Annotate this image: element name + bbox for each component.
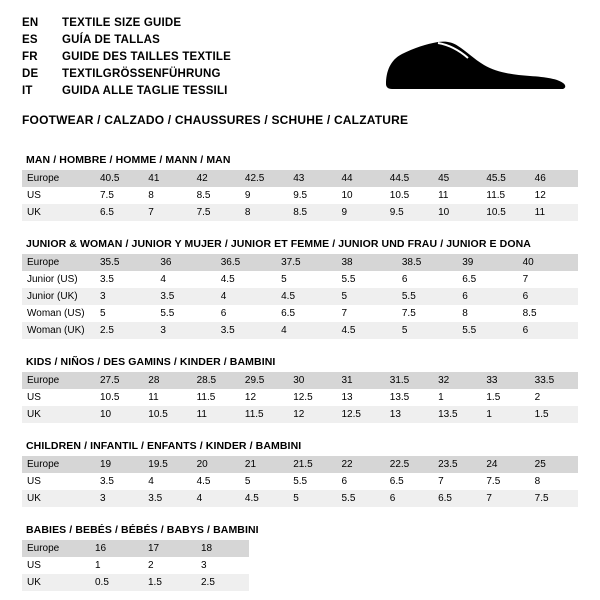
- cell: 7.5: [100, 190, 114, 201]
- cell: 3: [201, 560, 207, 571]
- language-code: FR: [22, 51, 38, 63]
- cell: 9: [244, 190, 251, 201]
- table-row: [22, 271, 578, 288]
- cell: 11: [530, 204, 578, 221]
- cell: 8: [148, 190, 154, 201]
- cell: 40.5: [95, 170, 143, 187]
- cell: 10.5: [143, 406, 191, 423]
- size-table-man: [22, 170, 578, 221]
- table-row: [22, 322, 578, 339]
- cell: 10: [433, 204, 481, 221]
- row-label: UK: [22, 490, 95, 507]
- table-row: [22, 574, 578, 591]
- cell: 11: [148, 392, 159, 403]
- language-title: TEXTILE SIZE GUIDE: [62, 17, 182, 29]
- row-label: Europe: [22, 456, 95, 473]
- cell: 46: [530, 170, 578, 187]
- cell: 8.5: [196, 190, 211, 201]
- table-row: [22, 204, 578, 221]
- cell: 11: [438, 190, 449, 201]
- cell: 2.5: [196, 574, 249, 591]
- cell: 7.5: [486, 476, 501, 487]
- cell: 18: [196, 540, 249, 557]
- table-row: [22, 288, 578, 305]
- cell: 30: [288, 372, 336, 389]
- row-label: US: [27, 476, 41, 487]
- size-table-junior-woman: [22, 254, 578, 339]
- cell: 22.5: [385, 456, 433, 473]
- cell-spacer: [249, 574, 578, 591]
- cell: 11.5: [196, 392, 216, 403]
- row-label: US: [27, 560, 41, 571]
- table-row: [22, 406, 578, 423]
- cell: 6.5: [462, 274, 477, 285]
- cell: 8: [240, 204, 288, 221]
- cell: 13: [341, 392, 353, 403]
- size-table-kids: [22, 372, 578, 423]
- language-title: GUÍA DE TALLAS: [62, 34, 160, 46]
- cell: 11.5: [486, 190, 506, 201]
- section-junior-woman: [22, 238, 578, 339]
- cell: 43: [288, 170, 336, 187]
- language-code: IT: [22, 85, 33, 97]
- cell: 35.5: [95, 254, 155, 271]
- row-label: US: [27, 392, 41, 403]
- cell: 32: [433, 372, 481, 389]
- language-row: [22, 16, 231, 33]
- cell: 4: [216, 288, 276, 305]
- section-title: JUNIOR & WOMAN / JUNIOR Y MUJER / JUNIOR ET FEMME / JUNIOR UND FRAU / JUNIOR E DONA: [26, 238, 531, 250]
- cell: 5: [100, 308, 106, 319]
- cell: 1.5: [486, 392, 501, 403]
- section-man: [22, 154, 578, 221]
- cell: 7.5: [192, 204, 240, 221]
- cell: 28: [143, 372, 191, 389]
- cell: 45.5: [481, 170, 529, 187]
- cell: 9: [336, 204, 384, 221]
- cell: 13.5: [389, 392, 410, 403]
- cell: 41: [143, 170, 191, 187]
- category-line: FOOTWEAR / CALZADO / CHAUSSURES / SCHUHE / CALZATURE: [22, 113, 409, 127]
- cell: 4.5: [240, 490, 288, 507]
- cell: 19.5: [143, 456, 191, 473]
- row-label: Woman (US): [27, 308, 85, 319]
- cell: 1: [95, 560, 101, 571]
- cell: 7.5: [401, 308, 416, 319]
- row-label: Junior (US): [27, 274, 78, 285]
- cell: 6: [518, 288, 578, 305]
- cell: 5.5: [336, 490, 384, 507]
- cell: 5: [281, 274, 287, 285]
- language-title-list: [22, 16, 231, 101]
- row-label: US: [27, 190, 41, 201]
- size-table-children: [22, 456, 578, 507]
- cell: 5.5: [457, 322, 517, 339]
- cell: 38.5: [397, 254, 457, 271]
- cell: 6: [457, 288, 517, 305]
- table-row: [22, 305, 578, 322]
- cell: 5: [397, 322, 457, 339]
- cell: 7: [522, 274, 529, 285]
- cell: 29.5: [240, 372, 288, 389]
- cell: 23.5: [433, 456, 481, 473]
- cell: 4: [148, 476, 154, 487]
- table-row: [22, 187, 578, 204]
- table-row: [22, 473, 578, 490]
- cell: 6: [385, 490, 433, 507]
- cell: 8.5: [288, 204, 336, 221]
- row-label: UK: [22, 574, 90, 591]
- row-label: Junior (UK): [22, 288, 95, 305]
- cell: 6.5: [281, 308, 296, 319]
- cell: 7: [341, 308, 348, 319]
- cell: 27.5: [95, 372, 143, 389]
- cell-spacer: [249, 540, 578, 557]
- cell: 8.5: [522, 308, 537, 319]
- cell: 6.5: [433, 490, 481, 507]
- cell: 4: [276, 322, 336, 339]
- cell: 1: [438, 392, 444, 403]
- cell-spacer: [249, 557, 578, 574]
- cell: 5.5: [397, 288, 457, 305]
- table-row: [22, 254, 578, 271]
- cell: 1.5: [143, 574, 196, 591]
- cell: 9.5: [385, 204, 433, 221]
- cell: 40: [518, 254, 578, 271]
- cell: 4.5: [337, 322, 397, 339]
- cell: 3: [95, 490, 143, 507]
- cell: 24: [481, 456, 529, 473]
- section-children: [22, 440, 578, 507]
- table-row: [22, 170, 578, 187]
- cell: 10.5: [481, 204, 529, 221]
- cell: 8: [534, 476, 541, 487]
- row-label: Europe: [22, 170, 95, 187]
- row-label: Woman (UK): [22, 322, 95, 339]
- cell: 17: [143, 540, 196, 557]
- row-label: Europe: [22, 540, 90, 557]
- cell: 3: [95, 288, 155, 305]
- cell: 12.5: [336, 406, 384, 423]
- cell: 44.5: [385, 170, 433, 187]
- cell: 10.5: [100, 392, 120, 403]
- language-row: [22, 67, 231, 84]
- cell: 7: [438, 476, 444, 487]
- cell: 2: [148, 560, 154, 571]
- row-label: Europe: [22, 254, 95, 271]
- cell: 11.5: [240, 406, 288, 423]
- cell: 6: [220, 308, 227, 319]
- cell: 2.5: [95, 322, 155, 339]
- language-code: ES: [22, 34, 38, 46]
- cell: 13.5: [433, 406, 481, 423]
- section-title: KIDS / NIÑOS / DES GAMINS / KINDER / BAMBINI: [26, 356, 276, 368]
- cell: 6.5: [95, 204, 143, 221]
- language-row: [22, 50, 231, 67]
- language-title: GUIDA ALLE TAGLIE TESSILI: [62, 85, 228, 97]
- cell: 5: [244, 476, 251, 487]
- cell: 4.5: [220, 274, 235, 285]
- cell: 9.5: [293, 190, 308, 201]
- cell: 4.5: [196, 476, 211, 487]
- cell: 10: [341, 190, 353, 201]
- cell: 7.5: [530, 490, 578, 507]
- cell: 6: [341, 476, 348, 487]
- cell: 7: [481, 490, 529, 507]
- cell: 4.5: [276, 288, 336, 305]
- cell: 25: [530, 456, 578, 473]
- cell: 5.5: [341, 274, 356, 285]
- cell: 3: [155, 322, 215, 339]
- table-row: [22, 456, 578, 473]
- cell: 3.5: [216, 322, 276, 339]
- cell: 39: [457, 254, 517, 271]
- cell: 36: [155, 254, 215, 271]
- section-kids: [22, 356, 578, 423]
- page-header: [22, 16, 578, 127]
- cell: 31: [336, 372, 384, 389]
- cell: 11: [192, 406, 240, 423]
- cell: 37.5: [276, 254, 336, 271]
- dress-shoe-icon: [380, 32, 570, 94]
- cell: 3.5: [155, 288, 215, 305]
- cell: 0.5: [90, 574, 143, 591]
- cell: 3.5: [100, 274, 114, 285]
- cell: 19: [95, 456, 143, 473]
- language-title-body: [22, 16, 231, 101]
- language-row: [22, 33, 231, 50]
- cell: 16: [90, 540, 143, 557]
- language-code: DE: [22, 68, 39, 80]
- cell: 10.5: [389, 190, 410, 201]
- cell: 6: [518, 322, 578, 339]
- table-row: [22, 540, 578, 557]
- table-row: [22, 490, 578, 507]
- cell: 12: [534, 190, 546, 201]
- cell: 5.5: [293, 476, 308, 487]
- cell: 3.5: [143, 490, 191, 507]
- cell: 12: [244, 392, 257, 403]
- cell: 4: [160, 274, 166, 285]
- cell: 36.5: [216, 254, 276, 271]
- cell: 42.5: [240, 170, 288, 187]
- cell: 22: [336, 456, 384, 473]
- cell: 21.5: [288, 456, 336, 473]
- language-code: EN: [22, 17, 39, 29]
- cell: 6: [401, 274, 408, 285]
- cell: 8: [462, 308, 468, 319]
- cell: 20: [192, 456, 240, 473]
- cell: 31.5: [385, 372, 433, 389]
- cell: 42: [192, 170, 240, 187]
- cell: 33: [481, 372, 529, 389]
- cell: 7: [143, 204, 191, 221]
- cell: 12.5: [293, 392, 313, 403]
- cell: 5.5: [160, 308, 175, 319]
- row-label: UK: [22, 204, 95, 221]
- table-row: [22, 557, 578, 574]
- cell: 1: [481, 406, 529, 423]
- table-row: [22, 372, 578, 389]
- section-babies: [22, 524, 578, 591]
- language-title: TEXTILGRÖSSENFÜHRUNG: [62, 68, 221, 80]
- language-row: [22, 84, 231, 101]
- cell: 5: [337, 288, 397, 305]
- cell: 12: [288, 406, 336, 423]
- cell: 3.5: [100, 476, 114, 487]
- cell: 28.5: [192, 372, 240, 389]
- cell: 45: [433, 170, 481, 187]
- language-title: GUIDE DES TAILLES TEXTILE: [62, 51, 231, 63]
- section-title: CHILDREN / INFANTIL / ENFANTS / KINDER / BAMBINI: [26, 440, 302, 452]
- size-table-babies: [22, 540, 578, 591]
- section-title: MAN / HOMBRE / HOMME / MANN / MAN: [26, 154, 231, 166]
- row-label: UK: [22, 406, 95, 423]
- row-label: Europe: [22, 372, 95, 389]
- cell: 38: [337, 254, 397, 271]
- cell: 33.5: [530, 372, 578, 389]
- cell: 4: [192, 490, 240, 507]
- cell: 6.5: [389, 476, 404, 487]
- cell: 21: [240, 456, 288, 473]
- cell: 10: [95, 406, 143, 423]
- cell: 5: [288, 490, 336, 507]
- cell: 2: [534, 392, 541, 403]
- section-title: BABIES / BEBÉS / BÉBÉS / BABYS / BAMBINI: [26, 524, 259, 536]
- cell: 1.5: [530, 406, 578, 423]
- table-row: [22, 389, 578, 406]
- cell: 44: [336, 170, 384, 187]
- cell: 13: [385, 406, 433, 423]
